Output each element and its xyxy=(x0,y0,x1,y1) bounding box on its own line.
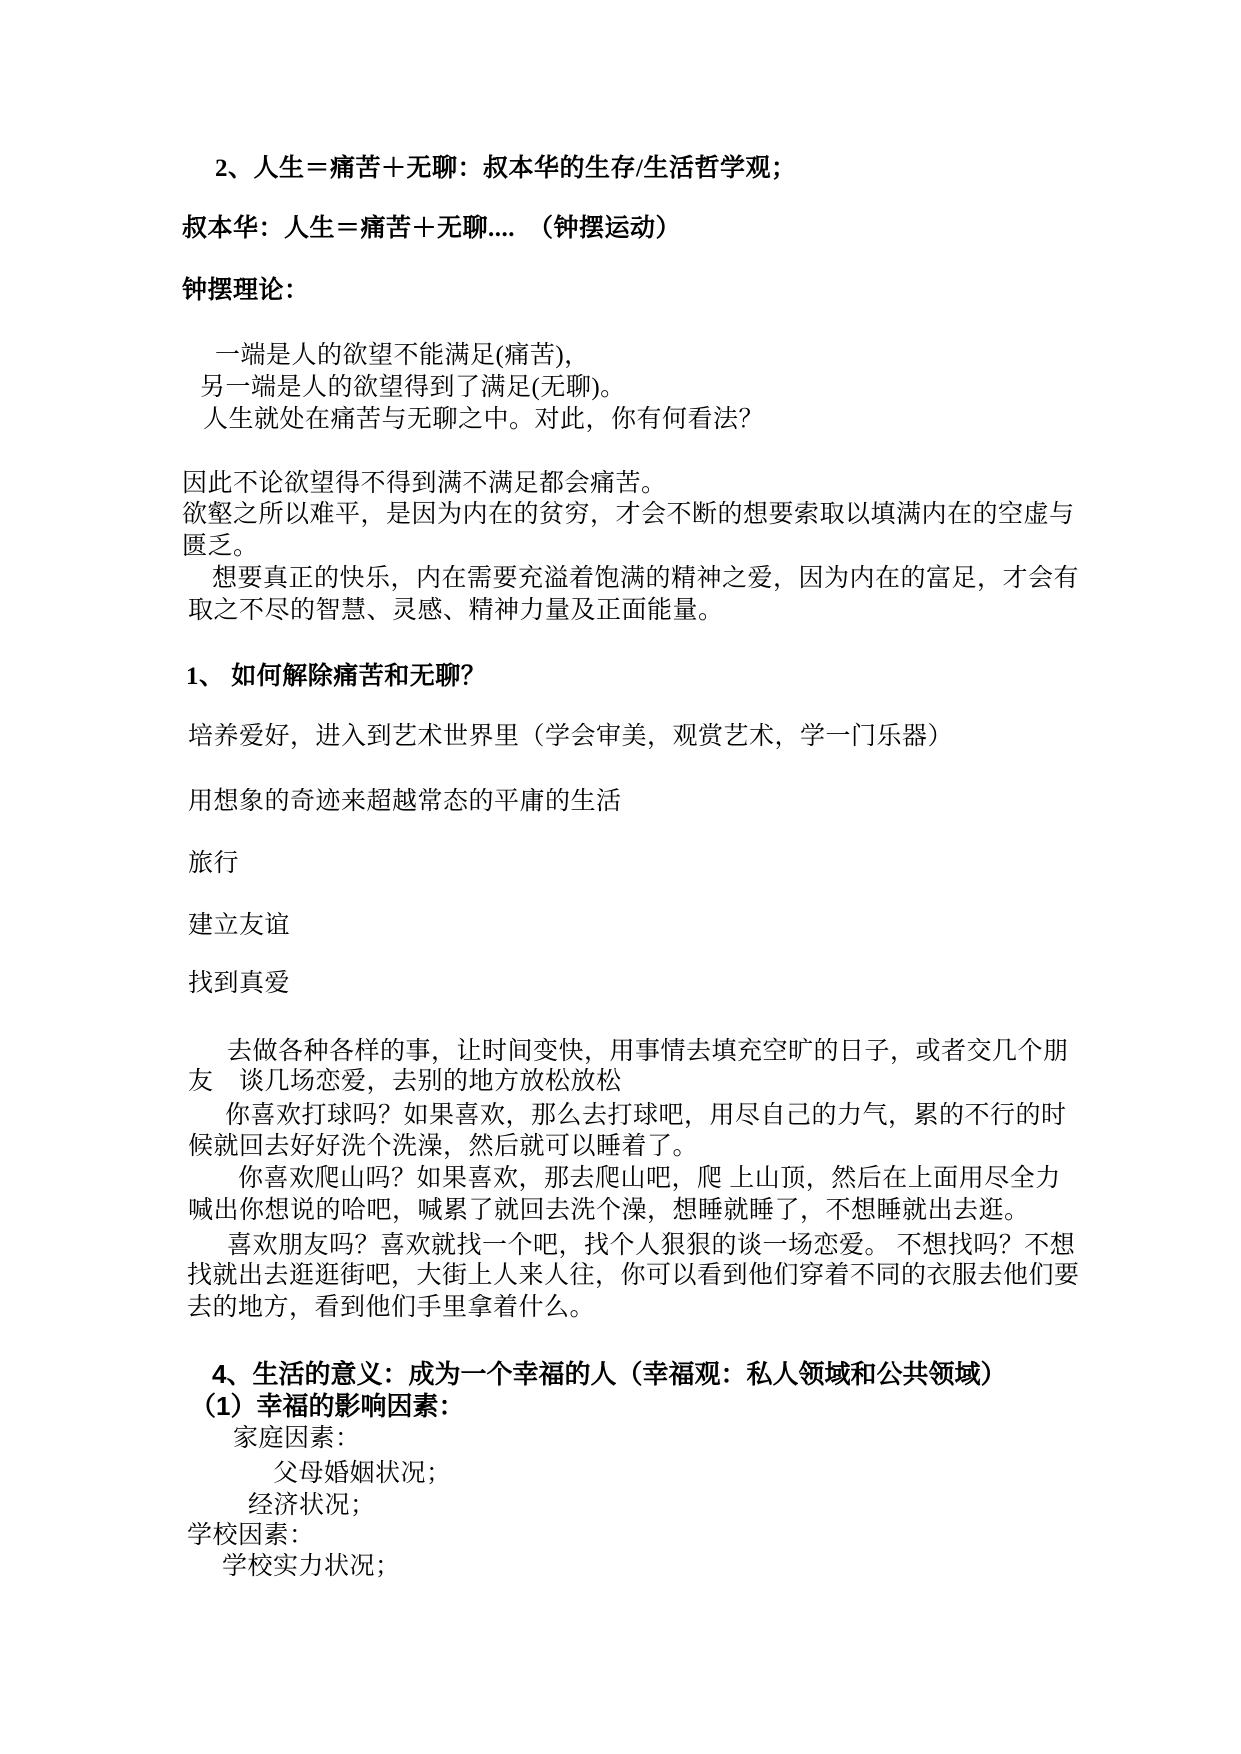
text-line: 找就出去逛逛街吧，大街上人来人往，你可以看到他们穿着不同的衣服去他们要 xyxy=(187,1262,1080,1289)
text-line: 找到真爱 xyxy=(188,970,291,997)
text-line: 经济状况； xyxy=(248,1492,376,1519)
text-line: 匮乏。 xyxy=(182,533,259,560)
text-line: 用想象的奇迹来超越常态的平庸的生活 xyxy=(188,788,622,815)
text-line: 取之不尽的智慧、灵感、精神力量及正面能量。 xyxy=(188,597,724,624)
text-line: 2、人生＝痛苦＋无聊：叔本华的生存/生活哲学观； xyxy=(215,155,797,182)
text-line: 一端是人的欲望不能满足(痛苦)， xyxy=(215,342,590,369)
text-line: 喜欢朋友吗？喜欢就找一个吧，找个人狠狠的谈一场恋爱。 不想找吗？不想 xyxy=(227,1232,1076,1259)
text-line: 学校因素： xyxy=(187,1522,315,1549)
text-line: 建立友谊 xyxy=(188,912,291,939)
text-line: 4、生活的意义：成为一个幸福的人（幸福观：私人领域和公共领域） xyxy=(212,1359,1007,1389)
text-line: 叔本华：人生＝痛苦＋无聊.... （钟摆运动） xyxy=(182,215,682,242)
text-line: （1）幸福的影响因素： xyxy=(190,1391,465,1421)
text-line: 去的地方，看到他们手里拿着什么。 xyxy=(187,1294,596,1321)
text-line: 候就回去好好洗个洗澡，然后就可以睡着了。 xyxy=(188,1133,699,1160)
text-line: 你喜欢打球吗？如果喜欢，那么去打球吧，用尽自己的力气，累的不行的时 xyxy=(225,1102,1067,1129)
text-line: 另一端是人的欲望得到了满足(无聊)。 xyxy=(200,374,626,401)
text-line: 因此不论欲望得不得到满不满足都会痛苦。 xyxy=(182,470,667,497)
text-line: 欲壑之所以难平，是因为内在的贫穷，才会不断的想要索取以填满内在的空虚与 xyxy=(182,501,1075,528)
text-line: 培养爱好，进入到艺术世界里（学会审美，观赏艺术，学一门乐器） xyxy=(188,723,954,750)
text-line: 家庭因素： xyxy=(233,1425,361,1452)
text-line: 旅行 xyxy=(188,850,240,877)
text-line: 钟摆理论： xyxy=(182,277,310,304)
text-line: 你喜欢爬山吗？如果喜欢，那去爬山吧，爬 上山顶，然后在上面用尽全力 xyxy=(238,1165,1061,1192)
text-line: 人生就处在痛苦与无聊之中。对此，你有何看法？ xyxy=(203,406,765,433)
text-line: 1、 如何解除痛苦和无聊？ xyxy=(186,663,487,690)
text-line: 去做各种各样的事，让时间变快，用事情去填充空旷的日子，或者交几个朋 xyxy=(227,1038,1069,1065)
text-line: 友 谈几场恋爱，去别的地方放松放松 xyxy=(188,1068,622,1095)
text-line: 想要真正的快乐，内在需要充溢着饱满的精神之爱，因为内在的富足，才会有 xyxy=(212,565,1080,592)
text-line: 学校实力状况； xyxy=(222,1553,401,1580)
text-line: 父母婚姻状况； xyxy=(273,1460,452,1487)
text-line: 喊出你想说的哈吧，喊累了就回去洗个澡，想睡就睡了，不想睡就出去逛。 xyxy=(188,1197,1030,1224)
